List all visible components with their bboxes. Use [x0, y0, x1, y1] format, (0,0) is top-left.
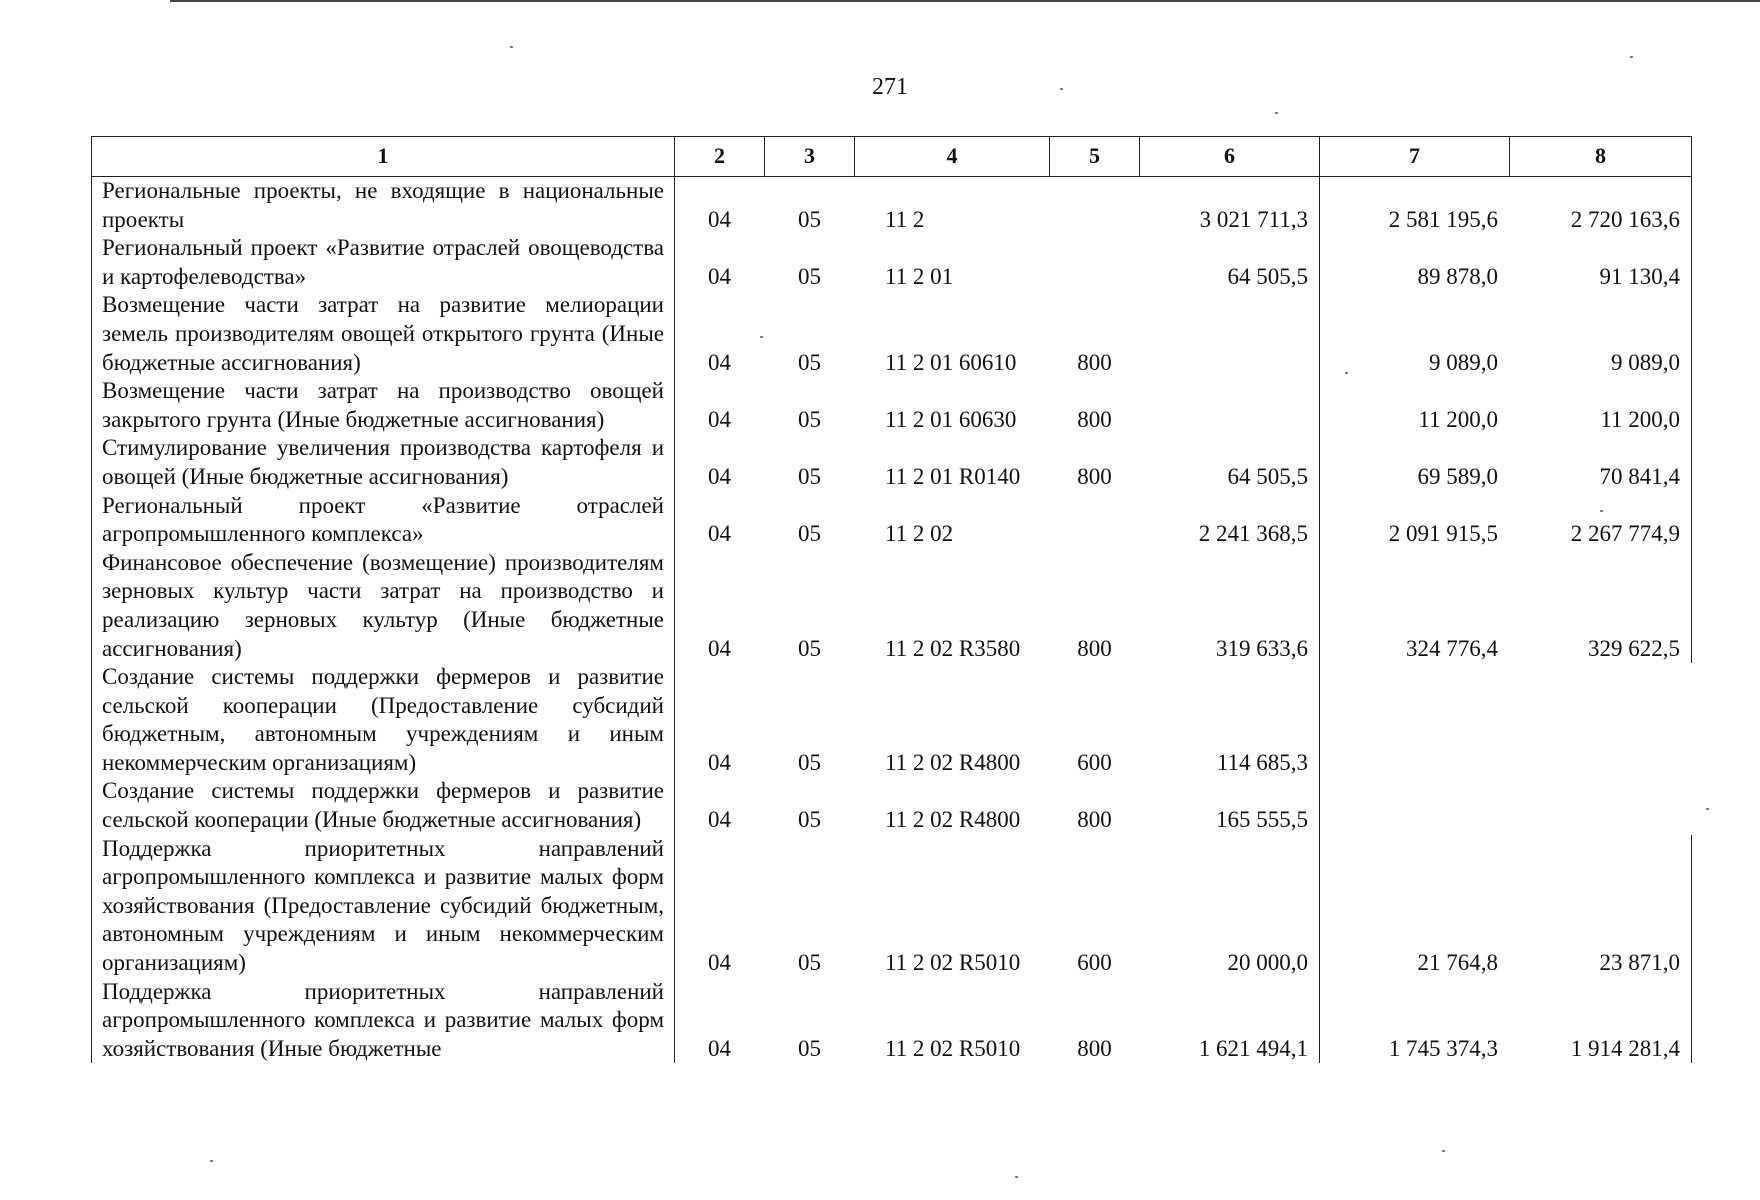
amount-col-6: 2 241 368,5	[1140, 492, 1320, 549]
amount-col-7: 89 878,0	[1417, 263, 1498, 289]
subsection-code: 05	[798, 1035, 821, 1061]
amount-col-8: 1 914 281,4	[1510, 978, 1692, 1064]
amount-col-6: 64 505,5	[1140, 434, 1320, 491]
subsection-code: 05	[798, 463, 821, 489]
column-header: 3	[765, 137, 855, 177]
amount-col-8	[1510, 663, 1692, 777]
section-code: 04	[708, 521, 731, 547]
table-row	[92, 234, 1692, 291]
scan-speck	[1060, 88, 1063, 90]
column-header: 2	[675, 137, 765, 177]
row-description: Региональные проекты, не входящие в национальные проекты	[92, 177, 675, 235]
section-code: 04	[708, 1035, 731, 1061]
scan-speck	[1442, 1150, 1445, 1152]
expense-type-code	[1050, 492, 1140, 549]
target-article-code: 11 2 02 R5010	[885, 1035, 1021, 1061]
row-description: Поддержка приоритетных направлений агропромышленного комплекса и развитие малых форм хозяйствования (Предоставление субсидий бюджетным, автономным учреждениям и иным некоммерческим организациям)	[92, 835, 675, 978]
section-code: 04	[708, 263, 731, 289]
section-code: 04	[708, 406, 731, 432]
subsection-code: 05	[798, 950, 821, 976]
amount-col-8: 11 200,0	[1510, 377, 1692, 434]
table-row	[92, 835, 1692, 978]
subsection-code: 05	[798, 206, 821, 232]
row-description: Стимулирование увеличения производства картофеля и овощей (Иные бюджетные ассигнования)	[92, 434, 675, 491]
section-code: 04	[708, 749, 731, 775]
amount-col-8: 9 089,0	[1510, 291, 1692, 377]
column-header: 7	[1320, 137, 1510, 177]
expense-type-code: 800	[1077, 635, 1112, 661]
subsection-code: 05	[798, 263, 821, 289]
subsection-code: 05	[798, 749, 821, 775]
row-description: Поддержка приоритетных направлений агропромышленного комплекса и развитие малых форм хозяйствования (Иные бюджетные	[92, 978, 675, 1064]
amount-col-6: 319 633,6	[1140, 549, 1320, 663]
row-description: Создание системы поддержки фермеров и развитие сельской кооперации (Иные бюджетные ассигнования)	[92, 777, 675, 834]
header-row	[92, 137, 1692, 177]
amount-col-7: 21 764,8	[1417, 950, 1498, 976]
amount-col-8: 70 841,4	[1510, 434, 1692, 491]
column-header: 8	[1510, 137, 1692, 177]
expense-type-code	[1050, 177, 1140, 235]
table-row	[92, 549, 1692, 663]
subsection-code: 05	[798, 349, 821, 375]
subsection-code: 05	[798, 807, 821, 833]
scan-speck	[1706, 808, 1709, 810]
table-row	[92, 978, 1692, 1064]
target-article-code: 11 2 02 R3580	[885, 635, 1021, 661]
expense-type-code: 800	[1077, 807, 1112, 833]
amount-col-8: 2 720 163,6	[1510, 177, 1692, 235]
section-code: 04	[708, 349, 731, 375]
amount-col-7: 324 776,4	[1406, 635, 1498, 661]
column-header: 1	[92, 137, 675, 177]
column-header: 5	[1050, 137, 1140, 177]
scan-speck	[1630, 56, 1633, 58]
target-article-code: 11 2 01	[885, 263, 954, 289]
table-row	[92, 663, 1692, 777]
subsection-code: 05	[798, 635, 821, 661]
table-row	[92, 434, 1692, 491]
column-header: 4	[855, 137, 1050, 177]
row-description: Создание системы поддержки фермеров и развитие сельской кооперации (Предоставление субсидий бюджетным, автономным учреждениям и иным некоммерческим организациям)	[92, 663, 675, 777]
amount-col-7: 1 745 374,3	[1388, 1035, 1498, 1061]
column-header: 6	[1140, 137, 1320, 177]
amount-col-8: 329 622,5	[1510, 549, 1692, 663]
target-article-code: 11 2 01 60610	[885, 349, 1017, 375]
scan-speck	[210, 1160, 213, 1162]
row-description: Возмещение части затрат на развитие мелиорации земель производителям овощей открытого грунта (Иные бюджетные ассигнования)	[92, 291, 675, 377]
top-rule	[170, 0, 1760, 2]
row-description: Финансовое обеспечение (возмещение) производителям зерновых культур части затрат на производство и реализацию зерновых культур (Иные бюджетные ассигнования)	[92, 549, 675, 663]
row-description: Региональный проект «Развитие отраслей овощеводства и картофелеводства»	[92, 234, 675, 291]
expense-type-code: 800	[1077, 406, 1112, 432]
table-row	[92, 492, 1692, 549]
amount-col-6: 20 000,0	[1140, 835, 1320, 978]
expense-type-code: 800	[1077, 1035, 1112, 1061]
amount-col-7	[1320, 663, 1510, 777]
section-code: 04	[708, 950, 731, 976]
amount-col-7: 9 089,0	[1429, 349, 1498, 375]
amount-col-8: 91 130,4	[1510, 234, 1692, 291]
amount-col-8	[1510, 777, 1692, 834]
section-code: 04	[708, 463, 731, 489]
subsection-code: 05	[798, 406, 821, 432]
expense-type-code: 600	[1077, 950, 1112, 976]
amount-col-6: 114 685,3	[1140, 663, 1320, 777]
amount-col-6: 165 555,5	[1140, 777, 1320, 834]
target-article-code: 11 2 01 60630	[885, 406, 1017, 432]
page-number: 271	[872, 74, 908, 100]
table-row	[92, 291, 1692, 377]
amount-col-7: 2 581 195,6	[1388, 206, 1498, 232]
amount-col-8: 23 871,0	[1510, 835, 1692, 978]
scan-speck	[510, 46, 513, 48]
amount-col-7	[1320, 777, 1510, 834]
table-row	[92, 777, 1692, 834]
amount-col-7: 69 589,0	[1417, 463, 1498, 489]
amount-col-6	[1140, 291, 1320, 377]
row-description: Возмещение части затрат на производство овощей закрытого грунта (Иные бюджетные ассигнования)	[92, 377, 675, 434]
amount-col-6: 1 621 494,1	[1140, 978, 1320, 1064]
budget-table	[91, 136, 1692, 1063]
target-article-code: 11 2 02 R5010	[885, 950, 1021, 976]
amount-col-7: 2 091 915,5	[1388, 521, 1498, 547]
amount-col-6: 64 505,5	[1140, 234, 1320, 291]
amount-col-6: 3 021 711,3	[1140, 177, 1320, 235]
amount-col-6	[1140, 377, 1320, 434]
expense-type-code: 800	[1077, 349, 1112, 375]
section-code: 04	[708, 635, 731, 661]
row-description: Региональный проект «Развитие отраслей агропромышленного комплекса»	[92, 492, 675, 549]
target-article-code: 11 2 02 R4800	[885, 749, 1021, 775]
scan-speck	[1015, 1176, 1018, 1178]
amount-col-7: 11 200,0	[1418, 406, 1498, 432]
section-code: 04	[708, 206, 731, 232]
target-article-code: 11 2 02 R4800	[885, 807, 1021, 833]
table-row	[92, 377, 1692, 434]
subsection-code: 05	[798, 521, 821, 547]
expense-type-code: 600	[1077, 749, 1112, 775]
expense-type-code	[1050, 234, 1140, 291]
target-article-code: 11 2 01 R0140	[885, 463, 1021, 489]
section-code: 04	[708, 807, 731, 833]
expense-type-code: 800	[1077, 463, 1112, 489]
table-row	[92, 177, 1692, 235]
amount-col-8: 2 267 774,9	[1510, 492, 1692, 549]
target-article-code: 11 2	[885, 206, 925, 232]
scan-speck	[1275, 112, 1278, 114]
target-article-code: 11 2 02	[885, 521, 954, 547]
